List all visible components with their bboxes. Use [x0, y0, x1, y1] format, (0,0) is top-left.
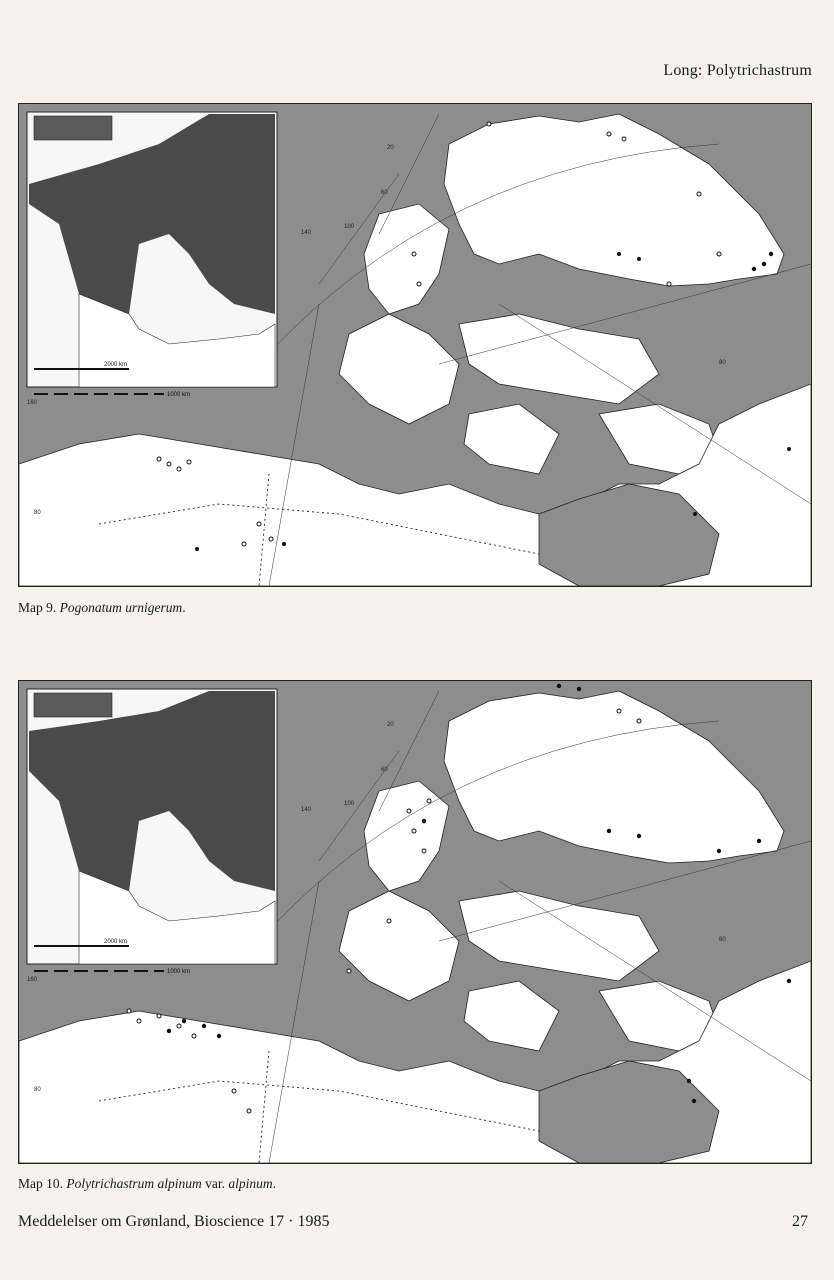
svg-text:80: 80: [34, 510, 41, 516]
inset-scale-label: 2000 km: [104, 939, 128, 945]
svg-text:80: 80: [719, 360, 726, 366]
svg-text:140: 140: [301, 230, 312, 236]
caption-taxon: Pogonatum urnigerum: [59, 600, 183, 615]
svg-text:160: 160: [27, 977, 38, 983]
svg-text:80: 80: [719, 937, 726, 943]
distribution-map-10: [18, 680, 812, 1164]
svg-text:140: 140: [301, 807, 312, 813]
caption-taxon: Polytrichastrum alpinum: [66, 1176, 202, 1191]
scale-label: 1000 km: [167, 392, 191, 398]
page-number: 27: [792, 1213, 808, 1230]
caption-end: .: [272, 1176, 277, 1191]
distribution-map-9: [18, 103, 812, 587]
map-10-caption: [18, 1176, 276, 1192]
inset-scale-label: 2000 km: [104, 362, 128, 368]
svg-text:20: 20: [387, 722, 394, 728]
scale-bar: [34, 392, 190, 398]
map-9-caption: [18, 600, 186, 616]
journal-footer: Meddelelser om Grønland, Bioscience 17 · 1985: [18, 1213, 330, 1230]
inset-map: [27, 112, 277, 387]
scale-bar: [34, 969, 190, 975]
caption-end: .: [182, 600, 186, 615]
caption-variety: alpinum: [228, 1176, 273, 1191]
svg-text:60: 60: [381, 190, 388, 196]
svg-text:100: 100: [344, 224, 355, 230]
svg-text:160: 160: [27, 400, 38, 406]
svg-text:20: 20: [387, 145, 394, 151]
svg-text:60: 60: [381, 767, 388, 773]
scale-label: 1000 km: [167, 969, 191, 975]
svg-text:100: 100: [344, 801, 355, 807]
caption-number: Map 10.: [18, 1176, 63, 1191]
caption-rank: var.: [201, 1176, 229, 1191]
svg-text:80: 80: [34, 1087, 41, 1093]
running-title: Long: Polytrichastrum: [663, 62, 812, 79]
caption-number: Map 9.: [18, 600, 57, 615]
inset-map: [27, 689, 277, 964]
